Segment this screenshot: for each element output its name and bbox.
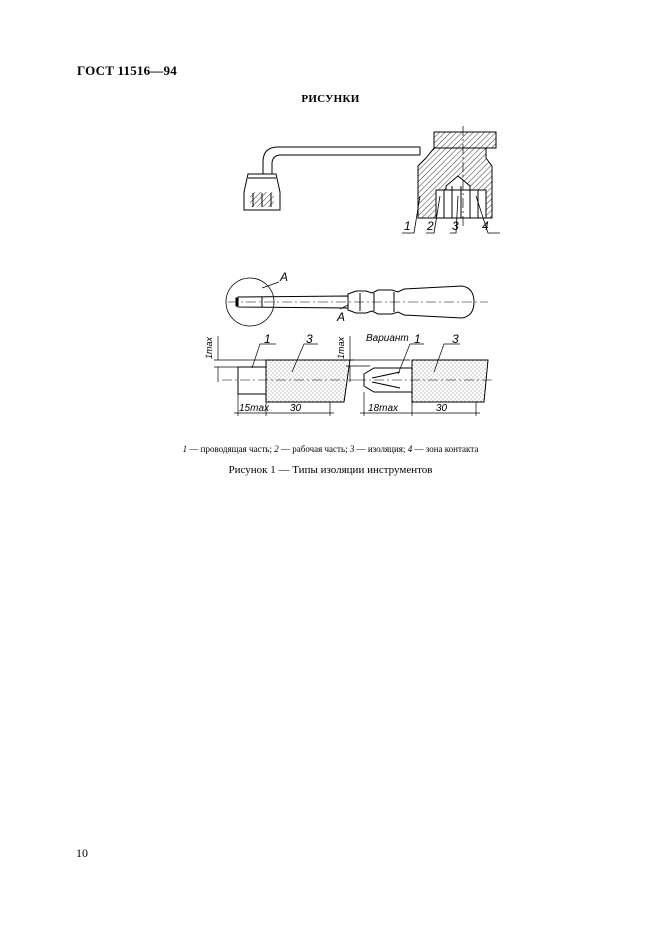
page-number: 10 xyxy=(76,846,88,860)
socket-wrench-drawing xyxy=(244,147,420,210)
legend-text-4: — зона контакта xyxy=(412,444,479,454)
figure-caption: Рисунок 1 — Типы изоляции инструментов xyxy=(228,464,433,476)
callout-1: 1 xyxy=(404,219,411,233)
callout-3: 3 xyxy=(452,219,459,233)
legend-num-3: 3 xyxy=(349,444,355,454)
figure-legend xyxy=(0,444,661,454)
detail-left-tolerance: 1max xyxy=(204,336,214,359)
legend-num-2: 2 xyxy=(274,444,279,454)
legend-num-1: 1 xyxy=(182,444,188,454)
detail-left-callout-3: 3 xyxy=(306,332,313,346)
callout-4: 4 xyxy=(482,219,489,233)
detail-left-drawing xyxy=(214,336,356,416)
legend-text-2: — рабочая часть; xyxy=(278,444,350,454)
detail-right-tolerance: 1max xyxy=(336,336,346,359)
legend-num-4: 4 xyxy=(407,444,413,454)
detail-label-a-bottom: А xyxy=(337,310,346,324)
detail-right-dim-30: 30 xyxy=(436,403,448,414)
detail-left-callout-1: 1 xyxy=(264,332,271,346)
screwdriver-drawing xyxy=(226,278,488,326)
detail-left-dim-15max: 15max xyxy=(239,403,270,414)
callout-2: 2 xyxy=(427,219,434,233)
detail-label-a-top: А xyxy=(280,270,289,284)
detail-right-callout-1: 1 xyxy=(414,332,421,346)
detail-right-dim-18max: 18max xyxy=(368,403,399,414)
detail-right-variant-label: Вариант xyxy=(366,333,409,344)
document-header: ГОСТ 11516—94 xyxy=(77,63,177,78)
legend-text-1: — проводящая часть; xyxy=(187,444,275,454)
detail-right-callout-3: 3 xyxy=(452,332,459,346)
legend-text-3: — изоляция; xyxy=(354,444,408,454)
section-title: РИСУНКИ xyxy=(301,93,360,105)
detail-left-dim-30: 30 xyxy=(290,403,302,414)
